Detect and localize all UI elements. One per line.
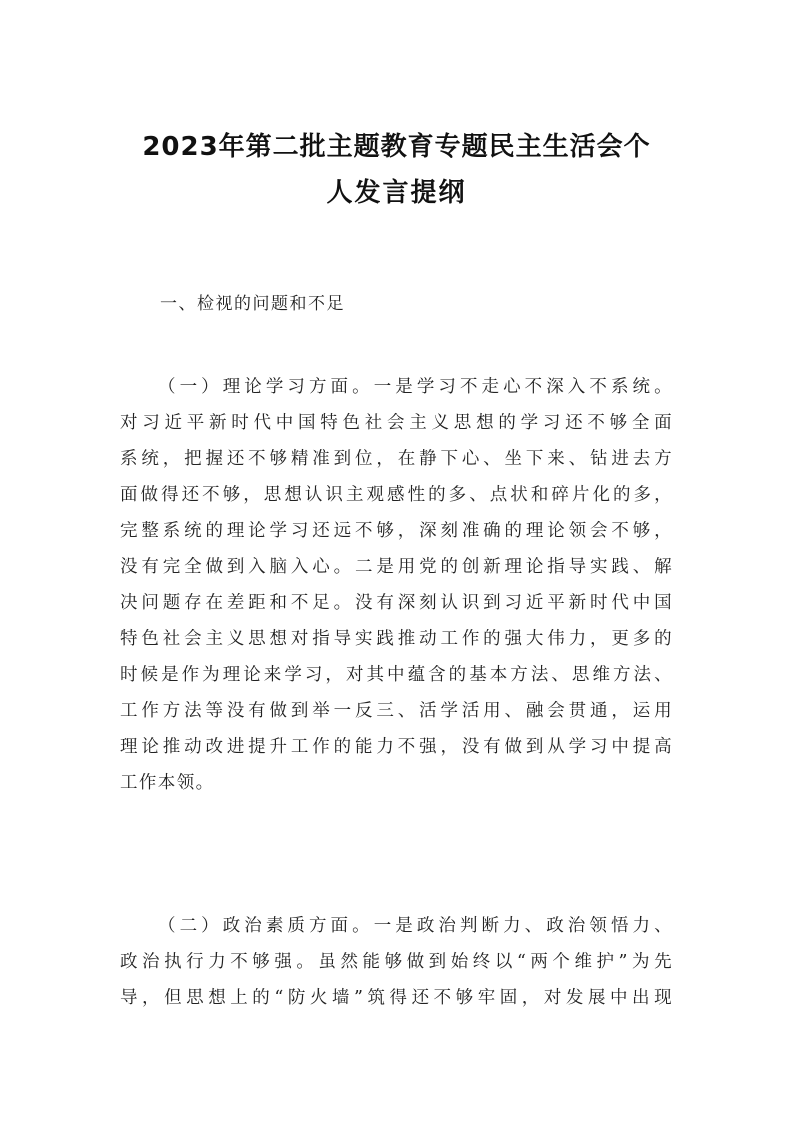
document-title-line-1: 2023年第二批主题教育专题民主生活会个 bbox=[142, 132, 651, 162]
document-title-line-2: 人发言提纲 bbox=[326, 178, 467, 208]
paragraph-line: 工作方法等没有做到举一反三、活学活用、融会贯通，运用 bbox=[120, 701, 673, 721]
paragraph-line: 工作本领。 bbox=[120, 773, 215, 793]
paragraph-line: 面做得还不够，思想认识主观感性的多、点状和碎片化的多， bbox=[120, 485, 673, 505]
paragraph-line: 时候是作为理论来学习，对其中蕴含的基本方法、思维方法、 bbox=[120, 665, 673, 685]
section-heading: 一、检视的问题和不足 bbox=[160, 294, 345, 314]
paragraph-line: 导，但思想上的“防火墙”筑得还不够牢固，对发展中出现 bbox=[120, 988, 673, 1008]
paragraph-line: 没有完全做到入脑入心。二是用党的创新理论指导实践、解 bbox=[120, 557, 673, 577]
paragraph-line: 决问题存在差距和不足。没有深刻认识到习近平新时代中国 bbox=[120, 593, 673, 613]
paragraph-theory-study bbox=[120, 369, 673, 801]
paragraph-line: （二）政治素质方面。一是政治判断力、政治领悟力、 bbox=[158, 916, 673, 936]
paragraph-line: 对习近平新时代中国特色社会主义思想的学习还不够全面 bbox=[120, 413, 673, 433]
paragraph-line: 理论推动改进提升工作的能力不强，没有做到从学习中提高 bbox=[120, 737, 673, 757]
paragraph-line: 系统，把握还不够精准到位，在静下心、坐下来、钻进去方 bbox=[120, 449, 673, 469]
paragraph-line: 特色社会主义思想对指导实践推动工作的强大伟力，更多的 bbox=[120, 629, 673, 649]
paragraph-line: 完整系统的理论学习还远不够，深刻准确的理论领会不够， bbox=[120, 521, 673, 541]
paragraph-line: 政治执行力不够强。虽然能够做到始终以“两个维护”为先 bbox=[120, 952, 673, 972]
paragraph-political-quality bbox=[120, 908, 673, 1016]
paragraph-line: （一）理论学习方面。一是学习不走心不深入不系统。 bbox=[158, 377, 673, 397]
